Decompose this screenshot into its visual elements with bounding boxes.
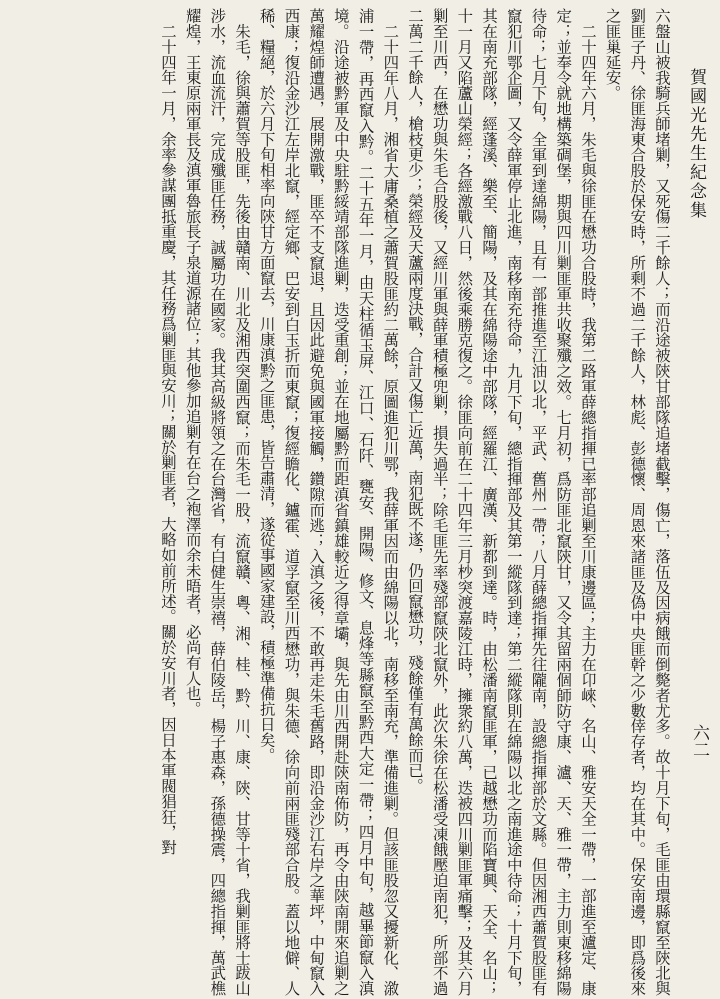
running-header-book-title: 賀國光先生紀念集	[686, 68, 706, 220]
body-text: 六盤山被我騎兵師堵剿，又死傷二千餘人；而沿途被陝甘部隊追堵截擊，傷亡，落伍及因病餓而倒斃者尤多。故十月下旬，毛匪由環縣竄至陝北與劉匪子丹、徐匪海東合股於保安時，所剩不過二千餘人，林彪、彭德懷、周恩來諸匪及偽中央匪幹之少數倖存者，均在其中。保安南邊，即爲後來之匪巢延安。 二十四年六月，朱毛與徐匪在懋功合股時，我第二路軍薛總指揮已率部追剿至川康邊區；主力在卬崍、名山、雅安天全一帶，一部進至瀘定、康定；並奉令就地構築碉堡，期與四川剿匪軍共收聚殲之效。七月初，爲防匪北竄陝甘，又令其留兩個師防守康、瀘、天、雅一帶，主力則東移綿陽待命；七月下旬，全軍到達綿陽，且有一部推進至江油以北，平武、舊州一帶；八月薛總指揮先往隴南，設總指揮部於文縣。但因湘西蕭賀股匪有竄犯川鄂企圖，又令薛軍停止北進，南移南充待命，九月下旬，總指揮部及其第一縱隊到達；第二縱隊則在綿陽以北之南進途中待命；十月下旬，其在南充部隊，經蓬溪、樂至、簡陽，及其在綿陽途中部隊，經羅江、廣漢、新都到達。時，由松潘南竄匪軍，已越懋功而陷寶興、天全、名山；十一月又陷蘆山榮經；各經激戰八日，然後乘勝克復之。徐匪向前在二十四年三月杪突渡嘉陵江時，擁衆約八萬，迭被四川剿匪軍痛擊；及其六月剿至川西，在懋功與朱毛合股後，又經川軍與薛軍積極兜剿，損失過半；除毛匪先率殘部竄陝北竄外，此次朱徐在松潘受凍餓壓迫南犯，所部不過二萬二千餘人，槍枝更少；榮經及天蘆兩度決戰，合計又傷亡近萬，南犯既不遂，仍回竄懋功，殘餘僅有萬餘而已。 二十四年八月，湘省大庸桑植之蕭賀股匪約二萬餘，原圖進犯川鄂，我薛軍因而由綿陽以北，南移至南充，準備進剿。但該匪股忽又擾新化、漵浦一帶，再西竄入黔。二十五年一月，由天柱循玉屏、江口、石阡、甕安、開陽、修文、息烽等縣竄至黔西大定一帶；四月中旬，越畢節竄入滇境。沿途被黔軍及中央駐黔綏靖部隊進剿，迭受重創；並在地屬黔而距滇省鎮雄較近之得章壩，與先由川西開赴陝南佈防，再令由陝南開來追剿之萬耀煌師遭遇，展開激戰，匪卒不支竄退，且因此避免與國軍接觸，鑽隙而逃；入滇之後，不敢再走朱毛舊路，即沿金沙江右岸之華坪，中甸竄入西康；復沿金沙江左岸北竄，經定鄉、巴安到白玉折而東竄；復經瞻化、鑪霍、道孚竄至川西懋功，與朱德、徐向前兩匪殘部合股。蓋以地僻、人稀、糧絕，於六月下旬相率向陝甘方面竄去，川康滇黔之匪患，皆告肅清，遂從事國家建設，積極準備抗日矣。 朱毛，徐與蕭賀等股匪，先後由贛南、川北及湘西突圍西竄；而朱毛一股，流竄贛、粵、湘、桂、黔、川、康、陝、甘等十省，我剿匪將士跋山涉水，流血流汗，完成殲匪任務，誠屬功在國家。我其高級將領之在台灣省，有白健生崇禧，薛伯陵岳，楊子惠森，孫德操震，四總指揮，萬武樵耀煌，王東原兩軍長及滇軍魯旅長子泉道源諸位；其他參加追剿有在台之袍澤而余未晤者，必尚有人也。 二十四年一月，余率參謀團抵重慶，其任務爲剿匪與安川；關於剿匪者，大略如前所述。關於安川者，因日本軍閥猖狂，對	[158, 8, 671, 996]
page-number: 六二	[689, 724, 709, 758]
